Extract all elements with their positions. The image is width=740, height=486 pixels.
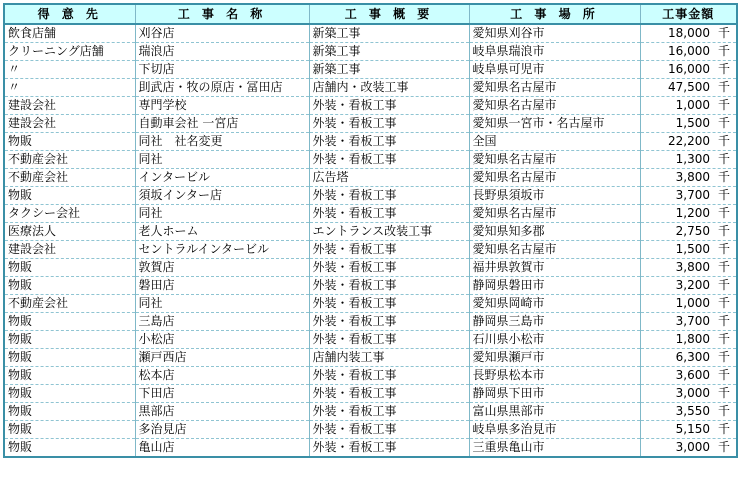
cell-amount: [640, 439, 737, 458]
cell-project-name: 亀山店: [135, 439, 309, 458]
table-row: [4, 187, 737, 205]
cell-project-overview: 外装・看板工事: [309, 313, 469, 331]
amount-value: 3,000: [675, 440, 710, 454]
cell-project-overview: 外装・看板工事: [309, 277, 469, 295]
table-row: [4, 61, 737, 79]
cell-client: 飲食店舗: [4, 24, 135, 43]
cell-project-name: 瑞浪店: [135, 43, 309, 61]
amount-value: 1,000: [675, 98, 710, 112]
cell-location: 愛知県一宮市・名古屋市: [469, 115, 640, 133]
cell-location: 愛知県刈谷市: [469, 24, 640, 43]
cell-project-name: 小松店: [135, 331, 309, 349]
table-row: [4, 313, 737, 331]
table-row: [4, 133, 737, 151]
cell-project-overview: エントランス改装工事: [309, 223, 469, 241]
cell-client: 〃: [4, 61, 135, 79]
cell-client: 物販: [4, 277, 135, 295]
amount-value: 22,200: [668, 134, 710, 148]
cell-amount: [640, 43, 737, 61]
cell-project-overview: 外装・看板工事: [309, 187, 469, 205]
header-project-name: 工 事 名 称: [135, 4, 309, 24]
amount-unit: 千: [717, 350, 730, 364]
cell-project-name: セントラルインタービル: [135, 241, 309, 259]
amount-value: 1,300: [675, 152, 710, 166]
cell-amount: [640, 331, 737, 349]
table-row: [4, 205, 737, 223]
cell-amount: [640, 421, 737, 439]
cell-amount: [640, 277, 737, 295]
cell-project-overview: 外装・看板工事: [309, 421, 469, 439]
cell-amount: [640, 24, 737, 43]
cell-client: 建設会社: [4, 241, 135, 259]
cell-project-name: 同社: [135, 151, 309, 169]
cell-client: 物販: [4, 367, 135, 385]
amount-unit: 千: [717, 260, 730, 274]
amount-value: 1,500: [675, 242, 710, 256]
cell-amount: [640, 403, 737, 421]
cell-project-overview: 外装・看板工事: [309, 295, 469, 313]
cell-project-name: 下田店: [135, 385, 309, 403]
cell-project-name: 老人ホーム: [135, 223, 309, 241]
header-client: 得 意 先: [4, 4, 135, 24]
cell-project-overview: 外装・看板工事: [309, 439, 469, 458]
cell-project-name: 磐田店: [135, 277, 309, 295]
cell-amount: [640, 151, 737, 169]
cell-client: 建設会社: [4, 115, 135, 133]
amount-value: 16,000: [668, 62, 710, 76]
amount-value: 1,200: [675, 206, 710, 220]
cell-project-name: 同社: [135, 295, 309, 313]
cell-project-overview: 店舗内・改装工事: [309, 79, 469, 97]
amount-value: 3,800: [675, 260, 710, 274]
amount-unit: 千: [717, 116, 730, 130]
cell-location: 愛知県名古屋市: [469, 241, 640, 259]
header-amount: 工事金額: [640, 4, 737, 24]
cell-project-name: 多治見店: [135, 421, 309, 439]
cell-project-overview: 新築工事: [309, 61, 469, 79]
amount-value: 5,150: [675, 422, 710, 436]
cell-project-name: 専門学校: [135, 97, 309, 115]
cell-client: タクシー会社: [4, 205, 135, 223]
cell-project-name: インタービル: [135, 169, 309, 187]
table-row: [4, 223, 737, 241]
cell-amount: [640, 385, 737, 403]
amount-unit: 千: [717, 314, 730, 328]
cell-location: 岐阜県可児市: [469, 61, 640, 79]
cell-amount: [640, 205, 737, 223]
table-row: [4, 367, 737, 385]
table-row: [4, 349, 737, 367]
cell-location: 愛知県名古屋市: [469, 205, 640, 223]
amount-value: 3,200: [675, 278, 710, 292]
amount-value: 3,800: [675, 170, 710, 184]
cell-amount: [640, 349, 737, 367]
table-row: [4, 331, 737, 349]
cell-project-overview: 外装・看板工事: [309, 259, 469, 277]
cell-amount: [640, 115, 737, 133]
cell-location: 福井県敦賀市: [469, 259, 640, 277]
amount-value: 3,000: [675, 386, 710, 400]
cell-location: 静岡県三島市: [469, 313, 640, 331]
cell-client: 〃: [4, 79, 135, 97]
cell-project-overview: 店舗内装工事: [309, 349, 469, 367]
header-location: 工 事 場 所: [469, 4, 640, 24]
table-row: [4, 169, 737, 187]
amount-value: 1,500: [675, 116, 710, 130]
header-row: [4, 4, 737, 24]
cell-amount: [640, 313, 737, 331]
amount-unit: 千: [717, 62, 730, 76]
amount-unit: 千: [717, 98, 730, 112]
cell-project-overview: 外装・看板工事: [309, 205, 469, 223]
cell-project-name: 敦賀店: [135, 259, 309, 277]
cell-amount: [640, 259, 737, 277]
cell-client: 医療法人: [4, 223, 135, 241]
amount-value: 3,700: [675, 188, 710, 202]
cell-location: 愛知県知多郡: [469, 223, 640, 241]
cell-amount: [640, 79, 737, 97]
cell-client: 物販: [4, 133, 135, 151]
amount-value: 47,500: [668, 80, 710, 94]
table-row: [4, 421, 737, 439]
cell-location: 愛知県瀬戸市: [469, 349, 640, 367]
cell-project-overview: 新築工事: [309, 43, 469, 61]
amount-unit: 千: [717, 422, 730, 436]
cell-location: 岐阜県瑞浪市: [469, 43, 640, 61]
amount-unit: 千: [717, 440, 730, 454]
cell-client: 物販: [4, 421, 135, 439]
amount-unit: 千: [717, 188, 730, 202]
cell-project-name: 刞武店・牧の原店・冨田店: [135, 79, 309, 97]
amount-value: 18,000: [668, 26, 710, 40]
cell-amount: [640, 187, 737, 205]
cell-client: 建設会社: [4, 97, 135, 115]
amount-unit: 千: [717, 386, 730, 400]
table-row: [4, 295, 737, 313]
cell-location: 愛知県名古屋市: [469, 97, 640, 115]
cell-project-overview: 外装・看板工事: [309, 367, 469, 385]
cell-project-name: 黒部店: [135, 403, 309, 421]
amount-unit: 千: [717, 278, 730, 292]
cell-client: 物販: [4, 403, 135, 421]
cell-amount: [640, 223, 737, 241]
amount-unit: 千: [717, 152, 730, 166]
cell-amount: [640, 61, 737, 79]
cell-client: 物販: [4, 259, 135, 277]
cell-location: 長野県松本市: [469, 367, 640, 385]
amount-unit: 千: [717, 44, 730, 58]
cell-location: 長野県須坂市: [469, 187, 640, 205]
cell-location: 富山県黒部市: [469, 403, 640, 421]
table-row: [4, 259, 737, 277]
table-row: [4, 403, 737, 421]
cell-location: 愛知県名古屋市: [469, 151, 640, 169]
amount-unit: 千: [717, 224, 730, 238]
amount-unit: 千: [717, 170, 730, 184]
cell-project-name: 刈谷店: [135, 24, 309, 43]
cell-project-overview: 外装・看板工事: [309, 151, 469, 169]
amount-unit: 千: [717, 242, 730, 256]
cell-project-overview: 広告塔: [309, 169, 469, 187]
cell-project-overview: 外装・看板工事: [309, 115, 469, 133]
cell-project-overview: 外装・看板工事: [309, 241, 469, 259]
cell-project-name: 自動車会社 一宮店: [135, 115, 309, 133]
cell-amount: [640, 241, 737, 259]
cell-client: 不動産会社: [4, 169, 135, 187]
cell-amount: [640, 367, 737, 385]
cell-client: 物販: [4, 349, 135, 367]
amount-value: 3,550: [675, 404, 710, 418]
table-row: [4, 151, 737, 169]
cell-project-overview: 外装・看板工事: [309, 97, 469, 115]
amount-value: 3,600: [675, 368, 710, 382]
table-row: [4, 24, 737, 43]
cell-location: 愛知県岡崎市: [469, 295, 640, 313]
table-row: [4, 439, 737, 458]
amount-unit: 千: [717, 134, 730, 148]
cell-client: クリーニング店舗: [4, 43, 135, 61]
table-row: [4, 385, 737, 403]
cell-project-name: 三島店: [135, 313, 309, 331]
table-row: [4, 115, 737, 133]
cell-location: 三重県亀山市: [469, 439, 640, 458]
cell-client: 物販: [4, 187, 135, 205]
amount-unit: 千: [717, 368, 730, 382]
header-project-overview: 工 事 概 要: [309, 4, 469, 24]
amount-value: 2,750: [675, 224, 710, 238]
amount-unit: 千: [717, 80, 730, 94]
cell-location: 全国: [469, 133, 640, 151]
table-row: [4, 43, 737, 61]
amount-value: 6,300: [675, 350, 710, 364]
amount-value: 3,700: [675, 314, 710, 328]
cell-project-name: 須坂インター店: [135, 187, 309, 205]
amount-unit: 千: [717, 206, 730, 220]
cell-location: 石川県小松市: [469, 331, 640, 349]
cell-project-name: 瀬戸西店: [135, 349, 309, 367]
cell-amount: [640, 169, 737, 187]
cell-client: 物販: [4, 385, 135, 403]
cell-client: 物販: [4, 439, 135, 458]
amount-value: 1,000: [675, 296, 710, 310]
cell-location: 静岡県下田市: [469, 385, 640, 403]
amount-unit: 千: [717, 296, 730, 310]
amount-unit: 千: [717, 332, 730, 346]
amount-value: 1,800: [675, 332, 710, 346]
cell-project-name: 下切店: [135, 61, 309, 79]
cell-client: 物販: [4, 313, 135, 331]
cell-project-overview: 外装・看板工事: [309, 385, 469, 403]
amount-unit: 千: [717, 404, 730, 418]
table-row: [4, 277, 737, 295]
cell-project-overview: 外装・看板工事: [309, 331, 469, 349]
cell-client: 不動産会社: [4, 295, 135, 313]
cell-location: 愛知県名古屋市: [469, 169, 640, 187]
cell-project-name: 同社 社名変更: [135, 133, 309, 151]
cell-amount: [640, 133, 737, 151]
cell-location: 静岡県磐田市: [469, 277, 640, 295]
table-body: [4, 24, 737, 457]
cell-project-overview: 新築工事: [309, 24, 469, 43]
cell-location: 岐阜県多治見市: [469, 421, 640, 439]
cell-project-name: 松本店: [135, 367, 309, 385]
cell-project-overview: 外装・看板工事: [309, 403, 469, 421]
table-row: [4, 97, 737, 115]
amount-unit: 千: [717, 26, 730, 40]
cell-location: 愛知県名古屋市: [469, 79, 640, 97]
amount-value: 16,000: [668, 44, 710, 58]
construction-records-table: [3, 3, 738, 458]
cell-client: 不動産会社: [4, 151, 135, 169]
cell-amount: [640, 295, 737, 313]
table-row: [4, 241, 737, 259]
cell-project-name: 同社: [135, 205, 309, 223]
cell-project-overview: 外装・看板工事: [309, 133, 469, 151]
cell-client: 物販: [4, 331, 135, 349]
cell-amount: [640, 97, 737, 115]
table-row: [4, 79, 737, 97]
